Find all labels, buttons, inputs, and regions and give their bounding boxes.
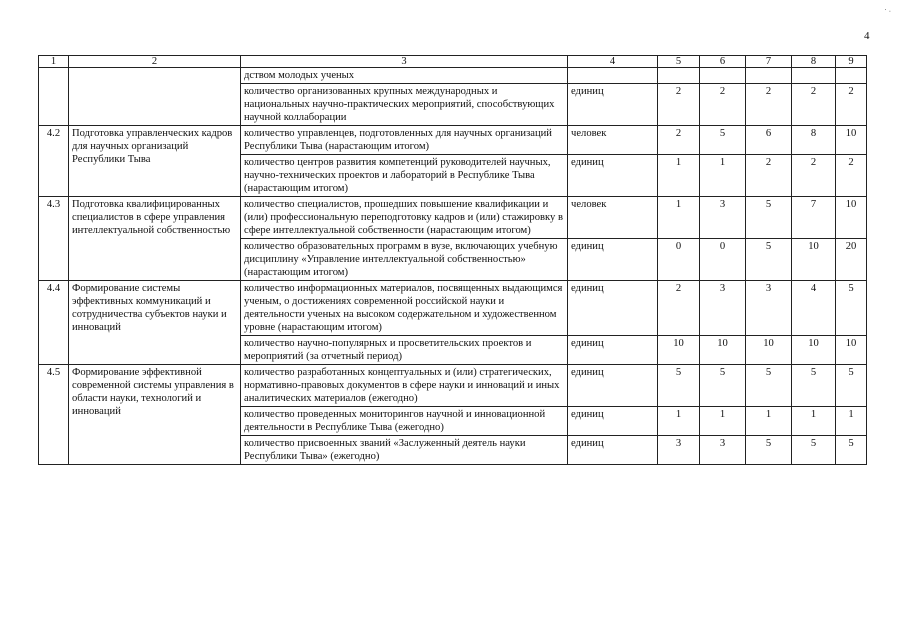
value-cell: 2 — [836, 84, 867, 126]
value-cell: 3 — [658, 436, 700, 465]
unit-cell: человек — [568, 197, 658, 239]
indicator-cell: количество научно-популярных и просветительских проектов и мероприятий (за отчетный период) — [241, 336, 568, 365]
value-cell: 2 — [746, 155, 792, 197]
unit-cell: единиц — [568, 155, 658, 197]
header-cell: 8 — [792, 56, 836, 68]
value-cell: 2 — [792, 84, 836, 126]
value-cell: 7 — [792, 197, 836, 239]
section-number-cell — [39, 68, 69, 126]
value-cell: 5 — [746, 239, 792, 281]
indicator-cell: количество образовательных программ в вузе, включающих учебную дисциплину «Управление интеллектуальной собственностью» (нарастающим итогом) — [241, 239, 568, 281]
indicator-table — [38, 55, 867, 465]
value-cell: 4 — [792, 281, 836, 336]
table-header-row — [39, 56, 867, 68]
unit-cell: единиц — [568, 281, 658, 336]
header-cell: 9 — [836, 56, 867, 68]
value-cell: 5 — [746, 365, 792, 407]
value-cell: 0 — [700, 239, 746, 281]
section-number-cell: 4.2 — [39, 126, 69, 197]
section-name-cell: Подготовка квалифицированных специалистов в сфере управления интеллектуальной собственностью — [69, 197, 241, 281]
value-cell: 10 — [700, 336, 746, 365]
value-cell: 2 — [658, 126, 700, 155]
value-cell: 0 — [658, 239, 700, 281]
value-cell: 5 — [792, 365, 836, 407]
value-cell: 5 — [658, 365, 700, 407]
unit-cell: единиц — [568, 436, 658, 465]
indicator-cell: количество организованных крупных международных и национальных научно-практических мероприятий, способствующих научной коллаборации — [241, 84, 568, 126]
value-cell: 10 — [792, 239, 836, 281]
value-cell: 10 — [746, 336, 792, 365]
section-name-cell: Формирование системы эффективных коммуникаций и сотрудничества субъектов науки и инноваций — [69, 281, 241, 365]
value-cell: 1 — [700, 407, 746, 436]
indicator-cell: количество специалистов, прошедших повышение квалификации и (или) профессиональную переподготовку кадров и (или) стажировку в сфере интеллектуальной собственности (нарастающим итогом) — [241, 197, 568, 239]
header-cell: 3 — [241, 56, 568, 68]
value-cell: 2 — [700, 84, 746, 126]
section-number-cell: 4.4 — [39, 281, 69, 365]
indicator-cell: дством молодых ученых — [241, 68, 568, 84]
indicator-cell: количество разработанных концептуальных и (или) стратегических, нормативно-правовых документов в сфере науки и инноваций и иных аналитических материалов (ежегодно) — [241, 365, 568, 407]
section-number-cell: 4.5 — [39, 365, 69, 465]
value-cell — [836, 68, 867, 84]
page-number: 4 — [864, 30, 870, 42]
unit-cell: человек — [568, 126, 658, 155]
value-cell: 2 — [792, 155, 836, 197]
unit-cell: единиц — [568, 336, 658, 365]
header-cell: 1 — [39, 56, 69, 68]
value-cell: 5 — [700, 365, 746, 407]
value-cell: 3 — [700, 436, 746, 465]
value-cell — [658, 68, 700, 84]
unit-cell: единиц — [568, 407, 658, 436]
table-row — [39, 365, 867, 407]
value-cell — [746, 68, 792, 84]
value-cell — [792, 68, 836, 84]
value-cell: 2 — [746, 84, 792, 126]
indicator-cell: количество управленцев, подготовленных для научных организаций Республики Тыва (нарастающим итогом) — [241, 126, 568, 155]
value-cell: 1 — [658, 407, 700, 436]
value-cell: 8 — [792, 126, 836, 155]
table-row — [39, 126, 867, 155]
indicator-cell: количество проведенных мониторингов научной и инновационной деятельности в Республике Тыва (ежегодно) — [241, 407, 568, 436]
header-cell: 6 — [700, 56, 746, 68]
header-cell: 7 — [746, 56, 792, 68]
unit-cell: единиц — [568, 239, 658, 281]
value-cell: 5 — [792, 436, 836, 465]
unit-cell: единиц — [568, 365, 658, 407]
value-cell: 1 — [658, 155, 700, 197]
value-cell: 3 — [700, 281, 746, 336]
value-cell: 5 — [746, 197, 792, 239]
unit-cell: единиц — [568, 84, 658, 126]
value-cell: 5 — [836, 281, 867, 336]
corner-mark: · · — [882, 5, 893, 16]
header-cell: 2 — [69, 56, 241, 68]
value-cell: 5 — [836, 436, 867, 465]
value-cell: 1 — [746, 407, 792, 436]
value-cell: 1 — [658, 197, 700, 239]
value-cell: 1 — [836, 407, 867, 436]
value-cell: 10 — [836, 197, 867, 239]
value-cell: 5 — [746, 436, 792, 465]
section-name-cell: Подготовка управленческих кадров для научных организаций Республики Тыва — [69, 126, 241, 197]
value-cell: 10 — [836, 336, 867, 365]
indicator-cell: количество присвоенных званий «Заслуженный деятель науки Республики Тыва» (ежегодно) — [241, 436, 568, 465]
value-cell: 20 — [836, 239, 867, 281]
header-cell: 4 — [568, 56, 658, 68]
value-cell — [700, 68, 746, 84]
value-cell: 2 — [658, 281, 700, 336]
header-cell: 5 — [658, 56, 700, 68]
value-cell: 2 — [836, 155, 867, 197]
indicator-cell: количество информационных материалов, посвященных выдающимся ученым, о достижениях современной российской науки и деятельности ученых на высоком содержательном и художественном уровне (нарастающим итогом) — [241, 281, 568, 336]
table-row — [39, 68, 867, 84]
unit-cell — [568, 68, 658, 84]
section-name-cell: Формирование эффективной современной системы управления в области науки, технологий и инноваций — [69, 365, 241, 465]
table-row — [39, 281, 867, 336]
indicator-cell: количество центров развития компетенций руководителей научных, научно-технических проектов и лабораторий в Республике Тыва (нарастающим итогом) — [241, 155, 568, 197]
value-cell: 2 — [658, 84, 700, 126]
value-cell: 10 — [658, 336, 700, 365]
value-cell: 5 — [836, 365, 867, 407]
value-cell: 3 — [700, 197, 746, 239]
value-cell: 1 — [700, 155, 746, 197]
value-cell: 10 — [792, 336, 836, 365]
value-cell: 10 — [836, 126, 867, 155]
table-row — [39, 197, 867, 239]
value-cell: 3 — [746, 281, 792, 336]
value-cell: 1 — [792, 407, 836, 436]
value-cell: 6 — [746, 126, 792, 155]
section-number-cell: 4.3 — [39, 197, 69, 281]
section-name-cell — [69, 68, 241, 126]
value-cell: 5 — [700, 126, 746, 155]
